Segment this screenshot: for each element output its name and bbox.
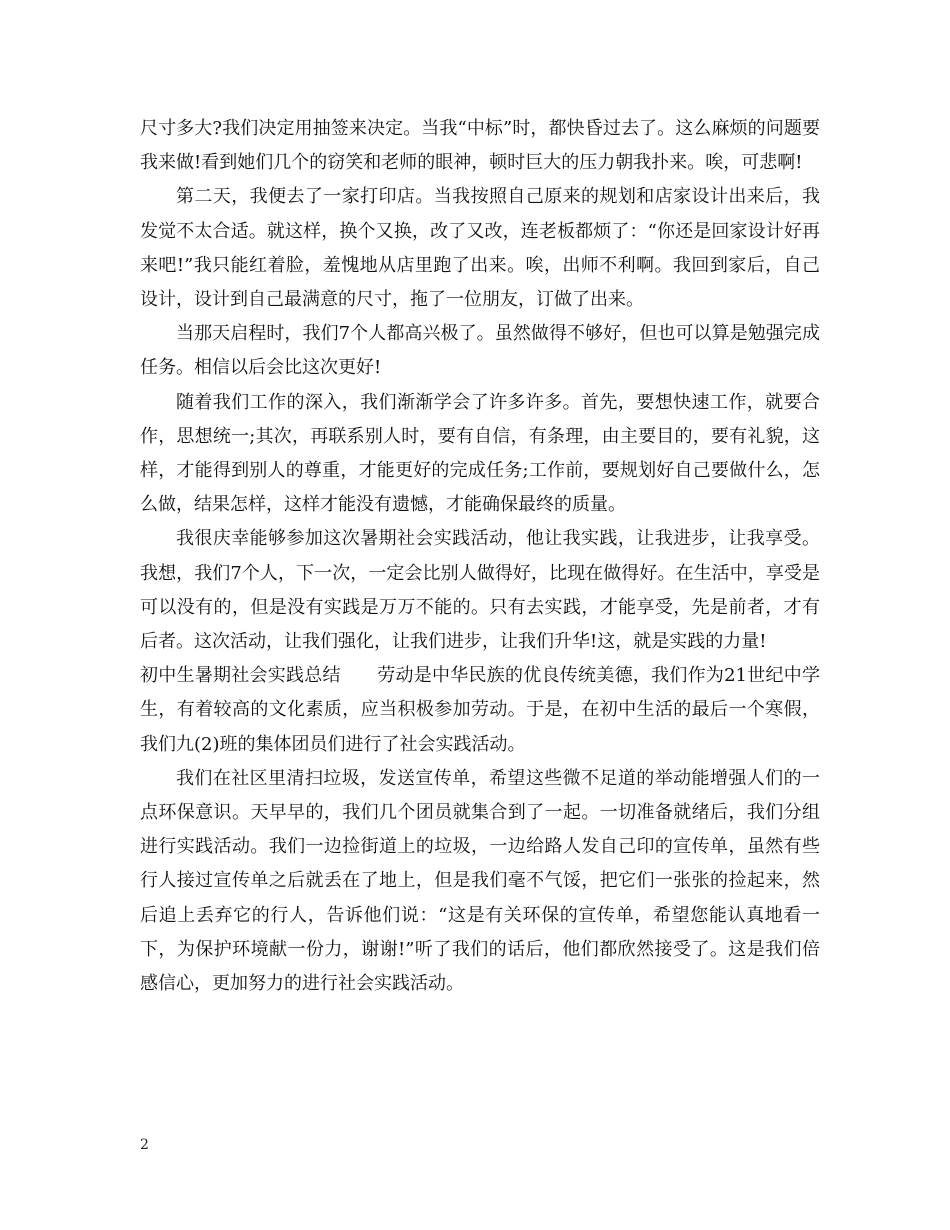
paragraph-lessons: 随着我们工作的深入，我们渐渐学会了许多许多。首先，要想快速工作，就要合作，思想统一;其次，再联系别人时，要有自信，有条理，由主要目的，要有礼貌，这样，才能得到别人的尊重，才能更好的完成任务;工作前，要规划好自己要做什么，怎么做，结果怎样，这样才能没有遗憾，才能确保最终的质量。: [140, 391, 820, 516]
paragraph-continued: 尺寸多大?我们决定用抽签来决定。当我“中标”时，都快昏过去了。这么麻烦的问题要我来做!看到她们几个的窃笑和老师的眼神，顿时巨大的压力朝我扑来。唉，可悲啊!: [140, 118, 820, 174]
paragraph-departure: 当那天启程时，我们7个人都高兴极了。虽然做得不够好，但也可以算是勉强完成任务。相信以后会比这次更好!: [140, 323, 820, 379]
paragraph-section-start: 初中生暑期社会实践总结 劳动是中华民族的优良传统美德，我们作为21世纪中学生，有着较高的文化素质，应当积极参加劳动。于是，在初中生活的最后一个寒假，我们九(2)班的集体团员们进行了社会实践活动。: [140, 665, 820, 755]
document-body: [140, 112, 820, 1001]
page-number: 2: [140, 1137, 149, 1153]
paragraph-print-shop: 第二天，我便去了一家打印店。当我按照自己原来的规划和店家设计出来后，我发觉不太合适。就这样，换个又换，改了又改，连老板都烦了：“你还是回家设计好再来吧!”我只能红着脸，羞愧地从店里跑了出来。唉，出师不利啊。我回到家后，自己设计，设计到自己最满意的尺寸，拖了一位朋友，订做了出来。: [140, 186, 820, 311]
paragraph-conclusion: 我很庆幸能够参加这次暑期社会实践活动，他让我实践，让我进步，让我享受。我想，我们7个人，下一次，一定会比别人做得好，比现在做得好。在生活中，享受是可以没有的，但是没有实践是万万不能的。只有去实践，才能享受，先是前者，才有后者。这次活动，让我们强化，让我们进步，让我们升华!这，就是实践的力量!: [140, 528, 820, 653]
paragraph-community-cleanup: 我们在社区里清扫垃圾，发送宣传单，希望这些微不足道的举动能增强人们的一点环保意识。天早早的，我们几个团员就集合到了一起。一切准备就绪后，我们分组进行实践活动。我们一边捡街道上的垃圾，一边给路人发自己印的宣传单，虽然有些行人接过宣传单之后就丢在了地上，但是我们毫不气馁，把它们一张张的捡起来，然后追上丢弃它的行人，告诉他们说：“这是有关环保的宣传单，希望您能认真地看一下，为保护环境献一份力，谢谢!”听了我们的话后，他们都欣然接受了。这是我们倍感信心，更加努力的进行社会实践活动。: [140, 767, 820, 995]
